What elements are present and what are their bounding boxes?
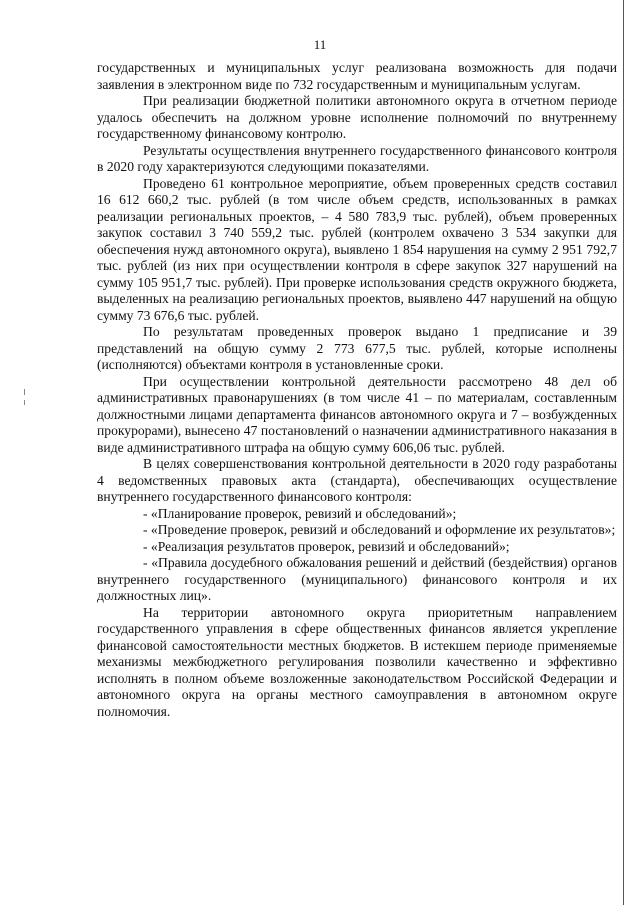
list-item-2: - «Проведение проверок, ревизий и обследований и оформление их результатов»; [143, 522, 616, 537]
paragraph-6: При осуществлении контрольной деятельности рассмотрено 48 дел об административных правонарушениях (в том числе 41 – по материалам, составленным должностными лицами департамента финансов автономного округа и 7 – возбужденных прокурорами), вынесено 47 постановлений о назначении административного наказания в виде административного штрафа на общую сумму 606,06 тыс. рублей. [97, 373, 617, 455]
scan-edge-line [623, 0, 624, 905]
paragraph-5: По результатам проведенных проверок выдано 1 предписание и 39 представлений на общую сумму 2 773 677,5 тыс. рублей, которые исполнены (исполняются) объектами контроля в установленные сроки. [97, 324, 617, 372]
list-item-3: - «Реализация результатов проверок, ревизий и обследований»; [143, 538, 510, 554]
paragraph-7: В целях совершенствования контрольной деятельности в 2020 году разработаны 4 ведомственных правовых акта (стандарта), обеспечивающих осуществление внутреннего государственного финансового контроля: [97, 456, 617, 504]
paragraph-2: При реализации бюджетной политики автономного округа в отчетном периоде удалось обеспечить на должном уровне исполнение полномочий по внутреннему государственному финансовому контролю. [97, 93, 617, 141]
list-item-1: - «Планирование проверок, ревизий и обследований»; [143, 505, 457, 521]
paragraph-4: Проведено 61 контрольное мероприятие, объем проверенных средств составил 16 612 660,2 тыс. рублей (в том числе объем средств, использованных в рамках реализации региональных проектов, – 4 580 783,9 тыс. рублей), объем проверенных закупок составил 3 740 559,2 тыс. рублей (контролем охвачено 3 534 закупки для обеспечения нужд автономного округа), выявлено 1 854 нарушения на сумму 2 951 792,7 тыс. рублей (из них при осуществлении контроля в сфере закупок 327 нарушений на сумму 105 951,7 тыс. рублей). При проверке использования средств окружного бюджета, выделенных на реализацию региональных проектов, выявлено 447 нарушений на общую сумму 73 676,6 тыс. рублей. [97, 175, 617, 323]
paragraph-1: государственных и муниципальных услуг реализована возможность для подачи заявления в электронном виде по 732 государственным и муниципальным услугам. [97, 60, 617, 92]
body-text [97, 60, 617, 720]
list-item-4: - «Правила досудебного обжалования решений и действий (бездействия) органов внутреннего государственного (муниципального) финансового контроля и их должностных лиц». [97, 555, 617, 603]
page-number: 11 [313, 37, 327, 52]
scan-mark [24, 389, 25, 395]
paragraph-8: На территории автономного округа приоритетным направлением государственного управления в сфере общественных финансов является укрепление финансовой самостоятельности местных бюджетов. В истекшем периоде применяемые механизмы межбюджетного регулирования позволили качественно и эффективно исполнять в полном объеме возложенные законодательством Российской Федерации и автономного округа на органы местного самоуправления в автономном округе полномочия. [97, 604, 617, 719]
scan-mark [24, 400, 25, 405]
paragraph-3: Результаты осуществления внутреннего государственного финансового контроля в 2020 году характеризуются следующими показателями. [97, 142, 617, 174]
